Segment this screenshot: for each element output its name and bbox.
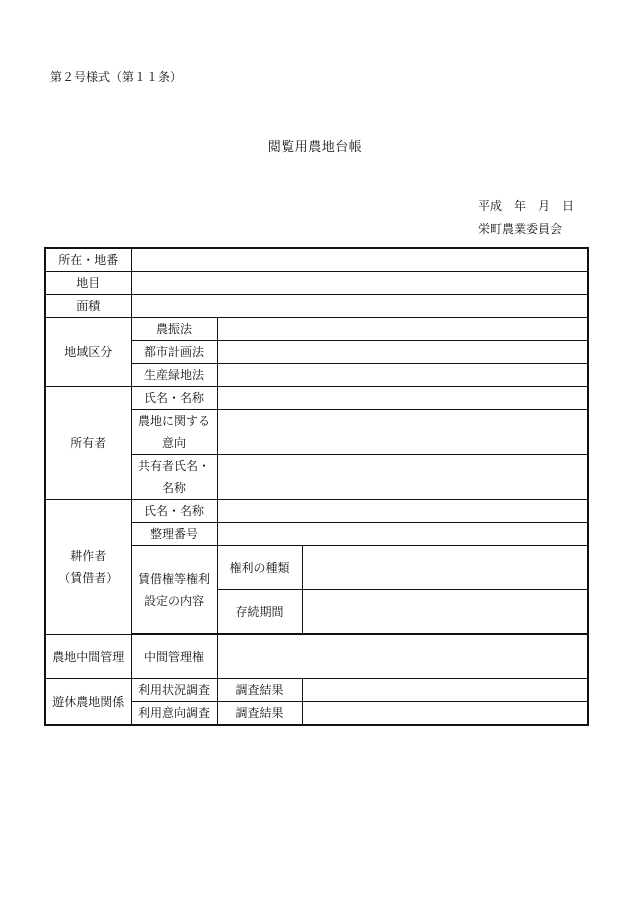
cultivator-name-label: 氏名・名称 <box>131 500 217 523</box>
owner-intention-line2: 意向 <box>161 436 186 450</box>
land-category-value-cell[interactable] <box>131 272 588 295</box>
duration-value-cell[interactable] <box>302 590 588 634</box>
zoning-city-planning-value-cell[interactable] <box>217 341 588 364</box>
coowner-label <box>131 455 217 500</box>
area-label: 面積 <box>45 295 131 318</box>
coowner-line2: 名称 <box>161 481 186 495</box>
owner-intention-label <box>131 410 217 455</box>
lease-content-label <box>131 546 217 634</box>
cultivator-label <box>45 500 131 635</box>
zoning-item-city-planning: 都市計画法 <box>131 341 217 364</box>
cultivator-name-value-cell[interactable] <box>217 500 588 523</box>
owner-label: 所有者 <box>45 387 131 500</box>
location-label: 所在・地番 <box>45 248 131 272</box>
zoning-productive-green-value-cell[interactable] <box>217 364 588 387</box>
intent-survey-label: 利用意向調査 <box>131 702 217 726</box>
intermediary-right-label: 中間管理権 <box>131 635 217 679</box>
date-line: 平成 年 月 日 <box>478 199 575 213</box>
owner-intention-line1: 農地に関する <box>137 414 210 428</box>
intermediary-label: 農地中間管理 <box>45 635 131 679</box>
farmland-register-table <box>44 247 589 726</box>
right-type-value-cell[interactable] <box>302 546 588 590</box>
usage-survey-result-label: 調査結果 <box>217 679 302 702</box>
owner-intention-value-cell[interactable] <box>217 410 588 455</box>
coowner-line1: 共有者氏名・ <box>137 459 210 473</box>
reference-number-value-cell[interactable] <box>217 523 588 546</box>
intent-survey-result-label: 調査結果 <box>217 702 302 726</box>
duration-label: 存続期間 <box>217 590 302 634</box>
owner-name-value-cell[interactable] <box>217 387 588 410</box>
cultivator-line2: （賃借者） <box>58 571 119 585</box>
owner-name-label: 氏名・名称 <box>131 387 217 410</box>
zoning-item-agri-promotion: 農振法 <box>131 318 217 341</box>
lease-content-line1: 賃借権等権利 <box>137 571 210 586</box>
lease-content-line2: 設定の内容 <box>143 593 204 608</box>
reference-number-label: 整理番号 <box>131 523 217 546</box>
issuer: 栄町農業委員会 <box>478 222 563 236</box>
zoning-label: 地域区分 <box>45 318 131 387</box>
zoning-agri-promotion-value-cell[interactable] <box>217 318 588 341</box>
location-value-cell[interactable] <box>131 248 588 272</box>
right-type-label: 権利の種類 <box>217 546 302 590</box>
intermediary-value-cell[interactable] <box>217 635 588 679</box>
area-value-cell[interactable] <box>131 295 588 318</box>
land-category-label: 地目 <box>45 272 131 295</box>
intent-survey-result-value-cell[interactable] <box>302 702 588 726</box>
usage-survey-result-value-cell[interactable] <box>302 679 588 702</box>
usage-survey-label: 利用状況調査 <box>131 679 217 702</box>
coowner-value-cell[interactable] <box>217 455 588 500</box>
form-number: 第２号様式（第１１条） <box>50 70 183 84</box>
cultivator-line1: 耕作者 <box>70 549 107 563</box>
zoning-item-productive-green: 生産緑地法 <box>131 364 217 387</box>
document-title: 閲覧用農地台帳 <box>267 140 363 155</box>
idle-land-label: 遊休農地関係 <box>45 679 131 726</box>
